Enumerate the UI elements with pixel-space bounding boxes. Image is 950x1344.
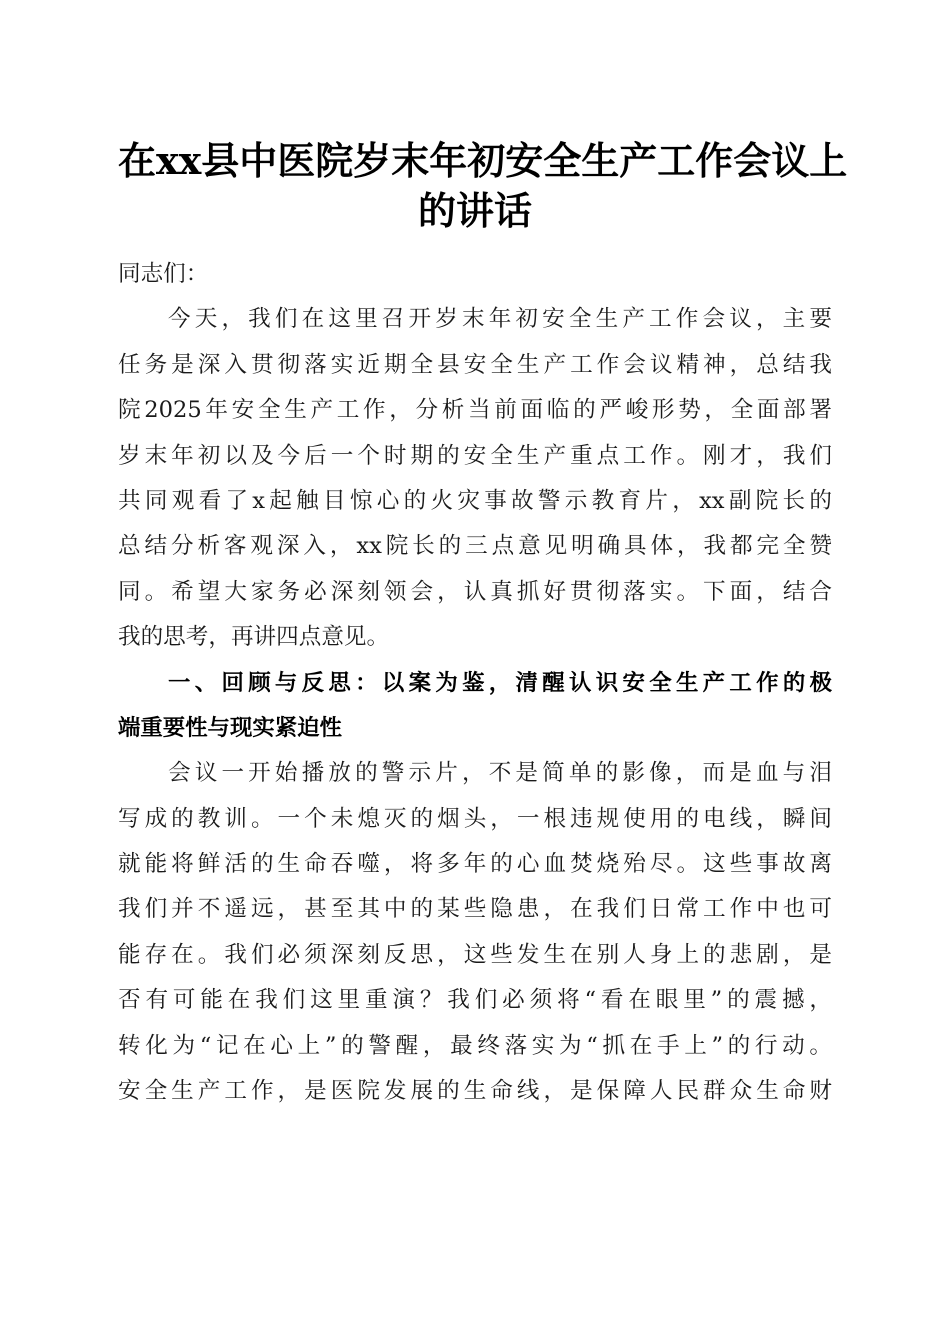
paragraph-line: 能存在。我们必须深刻反思，这些发生在别人身上的悲剧，是	[118, 941, 832, 968]
paragraph-line: 总结分析客观深入，xx院长的三点意见明确具体，我都完全赞	[118, 533, 832, 560]
heading-line: 端重要性与现实紧迫性	[118, 714, 342, 741]
document-body	[118, 252, 832, 1114]
document-title	[118, 136, 848, 236]
paragraph-line: 转化为“记在心上”的警醒，最终落实为“抓在手上”的行动。	[118, 1032, 832, 1059]
paragraph-line: 岁末年初以及今后一个时期的安全生产重点工作。刚才，我们	[118, 442, 832, 469]
paragraph-line: 写成的教训。一个未熄灭的烟头，一根违规使用的电线，瞬间	[118, 805, 832, 832]
heading-line: 一、回顾与反思：以案为鉴，清醒认识安全生产工作的极	[168, 669, 832, 696]
paragraph-line: 院2025年安全生产工作，分析当前面临的严峻形势，全面部署	[118, 397, 832, 424]
paragraph-line: 我们并不遥远，甚至其中的某些隐患，在我们日常工作中也可	[118, 896, 832, 923]
title-line-1: 在xx县中医院岁末年初安全生产工作会议上	[118, 138, 848, 183]
paragraph-line: 任务是深入贯彻落实近期全县安全生产工作会议精神，总结我	[118, 351, 832, 378]
paragraph-line: 今天，我们在这里召开岁末年初安全生产工作会议，主要	[168, 306, 832, 333]
paragraph-line: 我的思考，再讲四点意见。	[118, 624, 390, 651]
paragraph-line: 否有可能在我们这里重演？我们必须将“看在眼里”的震撼，	[118, 987, 832, 1014]
salutation: 同志们：	[118, 261, 209, 287]
section-heading-1	[118, 661, 832, 752]
paragraph-opening	[118, 297, 832, 660]
paragraph-line: 安全生产工作，是医院发展的生命线，是保障人民群众生命财	[118, 1078, 832, 1105]
paragraph-reflection	[118, 751, 832, 1114]
paragraph-line: 就能将鲜活的生命吞噬，将多年的心血焚烧殆尽。这些事故离	[118, 851, 832, 878]
paragraph-line: 同。希望大家务必深刻领会，认真抓好贯彻落实。下面，结合	[118, 578, 832, 605]
title-line-2: 的讲话	[417, 188, 532, 233]
paragraph-line: 共同观看了x起触目惊心的火灾事故警示教育片，xx副院长的	[118, 487, 832, 514]
paragraph-line: 会议一开始播放的警示片，不是简单的影像，而是血与泪	[168, 760, 832, 787]
